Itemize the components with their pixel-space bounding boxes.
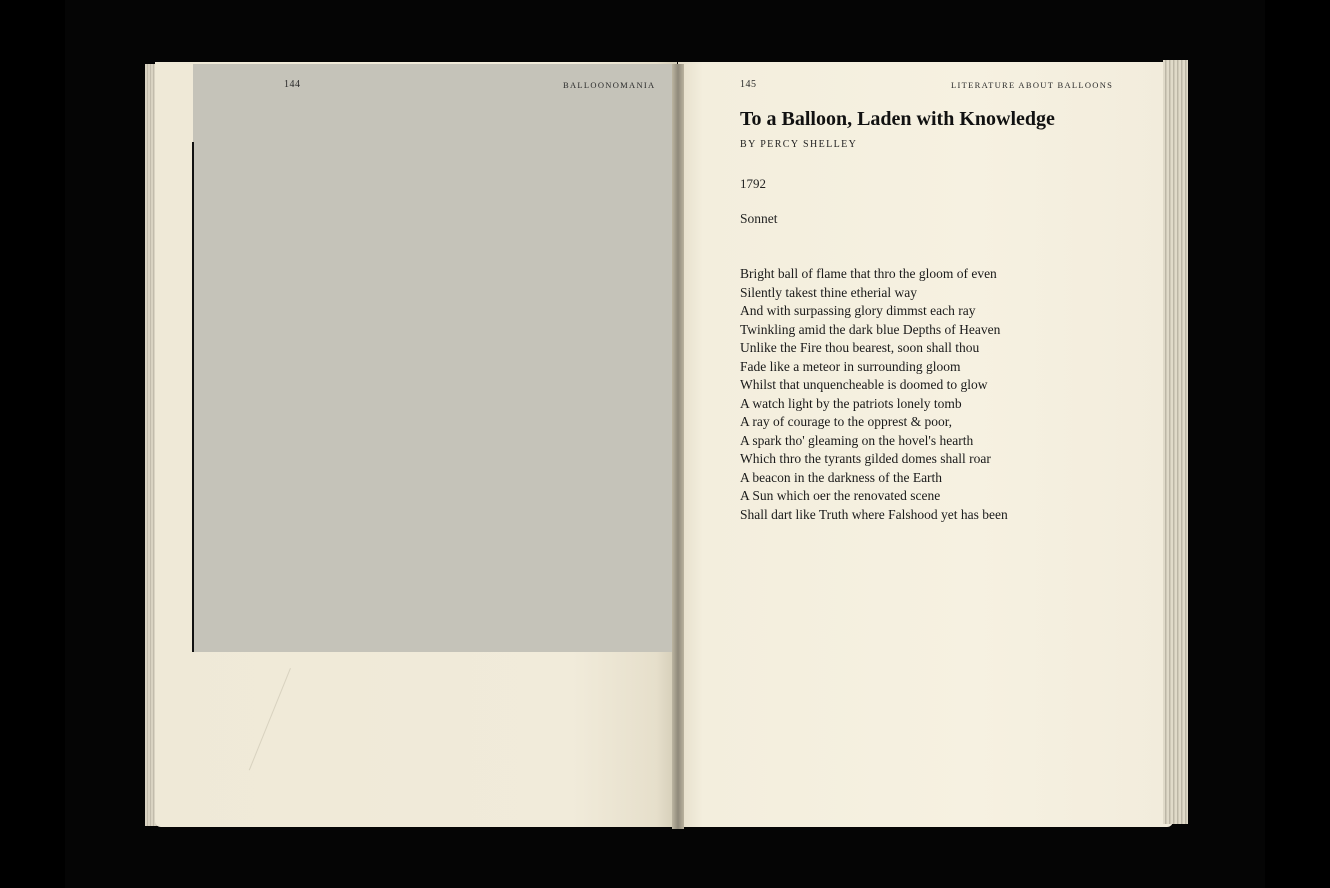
poem-line: Unlike the Fire thou bearest, soon shall thou <box>740 340 980 355</box>
poem-body <box>740 265 1008 524</box>
poem-year: 1792 <box>740 176 766 191</box>
poem-form: Sonnet <box>740 211 778 226</box>
poem-line: A beacon in the darkness of the Earth <box>740 469 943 485</box>
right-running-head: LITERATURE ABOUT BALLOONS <box>951 80 1114 90</box>
right-page-edges <box>1163 60 1188 824</box>
poem-line: A spark tho' gleaming on the hovel's hearth <box>740 432 974 448</box>
poem-title: To a Balloon, Laden with Knowledge <box>740 108 1055 130</box>
poem-line: A Sun which oer the renovated scene <box>740 488 941 503</box>
right-page-number: 145 <box>740 79 757 90</box>
left-page-number: 144 <box>284 79 301 90</box>
black-edge-rule <box>192 142 194 652</box>
poem-line: Shall dart like Truth where Falshood yet has been <box>740 506 1008 522</box>
poem-line: Fade like a meteor in surrounding gloom <box>740 358 961 374</box>
poem-line: Twinkling amid the dark blue Depths of Heaven <box>740 321 1001 337</box>
poem-byline: BY PERCY SHELLEY <box>740 139 858 150</box>
gray-image-block <box>193 64 678 652</box>
open-book <box>145 58 1190 833</box>
poem-line: Which thro the tyrants gilded domes shall roar <box>740 451 991 466</box>
poem-line: A watch light by the patriots lonely tomb <box>740 395 962 411</box>
poem-line: A ray of courage to the opprest & poor, <box>740 414 953 429</box>
poem-line: Whilst that unquencheable is doomed to glow <box>740 377 988 392</box>
left-running-head: BALLOONOMANIA <box>563 80 656 90</box>
poem-line: Silently takest thine etherial way <box>740 284 917 300</box>
poem-line: And with surpassing glory dimmst each ray <box>740 303 976 318</box>
book-gutter <box>672 64 684 829</box>
poem-line: Bright ball of flame that thro the gloom of even <box>740 266 997 281</box>
